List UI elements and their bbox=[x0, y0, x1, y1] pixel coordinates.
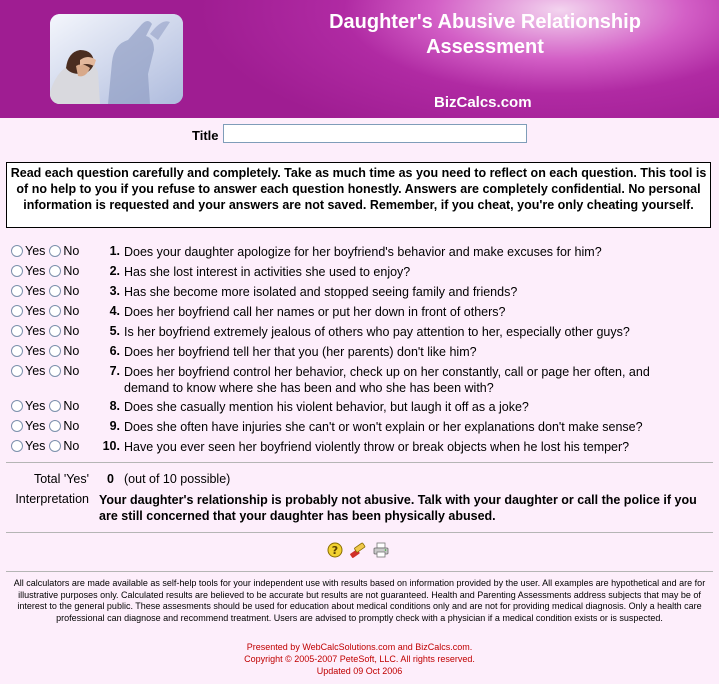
question-text: Does she casually mention his violent behavior, but laugh it off as a joke? bbox=[124, 400, 529, 414]
no-label: No bbox=[63, 304, 80, 318]
question-number: 7. bbox=[109, 364, 120, 378]
question-number: 8. bbox=[109, 399, 120, 413]
question-text: Does your daughter apologize for her boyfriend's behavior and make excuses for him? bbox=[124, 245, 602, 259]
answer-options bbox=[11, 304, 83, 318]
clear-icon[interactable] bbox=[349, 542, 365, 558]
title-row bbox=[0, 124, 719, 148]
toolbar-icons bbox=[327, 542, 397, 560]
interpretation-label: Interpretation bbox=[15, 492, 89, 506]
no-radio[interactable] bbox=[49, 400, 61, 412]
yes-radio[interactable] bbox=[11, 265, 23, 277]
divider bbox=[6, 571, 713, 572]
yes-label: Yes bbox=[25, 264, 46, 278]
yes-radio[interactable] bbox=[11, 440, 23, 452]
no-label: No bbox=[63, 399, 80, 413]
question-number: 6. bbox=[109, 344, 120, 358]
answer-options bbox=[11, 419, 83, 433]
page-title: Daughter's Abusive Relationship Assessment bbox=[329, 11, 641, 58]
title-label: Title bbox=[192, 128, 219, 143]
no-label: No bbox=[63, 344, 80, 358]
yes-radio[interactable] bbox=[11, 305, 23, 317]
question-number: 5. bbox=[109, 324, 120, 338]
question-text: Does she often have injuries she can't or won't explain or her explanations don't make sense? bbox=[124, 420, 643, 434]
answer-options bbox=[11, 364, 83, 378]
no-radio[interactable] bbox=[49, 245, 61, 257]
yes-label: Yes bbox=[25, 284, 46, 298]
yes-radio[interactable] bbox=[11, 245, 23, 257]
question-text: Does her boyfriend call her names or put her down in front of others? bbox=[124, 305, 506, 319]
yes-label: Yes bbox=[25, 244, 46, 258]
header-photo-image bbox=[50, 14, 183, 104]
yes-radio[interactable] bbox=[11, 420, 23, 432]
footer-presented-by: Presented by WebCalcSolutions.com and BizCalcs.com. bbox=[246, 642, 473, 652]
no-label: No bbox=[63, 364, 80, 378]
question-number: 10. bbox=[102, 439, 120, 453]
print-icon[interactable] bbox=[373, 542, 389, 558]
instructions-box: Read each question carefully and completely. Take as much time as you need to reflect on each question. This tool is of no help to you if you refuse to answer each question honestly. Answers are completely confidential. No personal information is requested and your answers are not saved. Remember, if you cheat, you're only cheating yourself. bbox=[6, 162, 711, 228]
question-number: 1. bbox=[109, 244, 120, 258]
no-radio[interactable] bbox=[49, 345, 61, 357]
no-label: No bbox=[63, 439, 80, 453]
answer-options bbox=[11, 284, 83, 298]
no-label: No bbox=[63, 264, 80, 278]
question-text: Have you ever seen her boyfriend violently throw or break objects when he lost his temper? bbox=[124, 440, 630, 454]
answer-options bbox=[11, 439, 83, 453]
no-label: No bbox=[63, 244, 80, 258]
total-yes-value: 0 bbox=[107, 472, 114, 486]
answer-options bbox=[11, 344, 83, 358]
total-yes-note: (out of 10 possible) bbox=[124, 472, 231, 486]
no-radio[interactable] bbox=[49, 325, 61, 337]
answer-options bbox=[11, 244, 83, 258]
yes-radio[interactable] bbox=[11, 365, 23, 377]
brand-name: BizCalcs.com bbox=[434, 94, 532, 111]
no-radio[interactable] bbox=[49, 305, 61, 317]
help-icon[interactable] bbox=[327, 542, 343, 558]
yes-label: Yes bbox=[25, 324, 46, 338]
answer-options bbox=[11, 264, 83, 278]
no-label: No bbox=[63, 284, 80, 298]
no-label: No bbox=[63, 419, 80, 433]
question-number: 4. bbox=[109, 304, 120, 318]
question-text: Is her boyfriend extremely jealous of others who pay attention to her, especially other guys? bbox=[124, 325, 630, 339]
question-text: Does her boyfriend control her behavior, check up on her constantly, call or page her often, and demand to know where she has been and who she has been with? bbox=[124, 365, 650, 395]
no-radio[interactable] bbox=[49, 440, 61, 452]
question-number: 3. bbox=[109, 284, 120, 298]
yes-label: Yes bbox=[25, 364, 46, 378]
yes-radio[interactable] bbox=[11, 400, 23, 412]
question-text: Has she become more isolated and stopped seeing family and friends? bbox=[124, 285, 518, 299]
title-input[interactable] bbox=[223, 124, 527, 143]
footer-copyright: Copyright © 2005-2007 PeteSoft, LLC. All rights reserved. bbox=[244, 654, 475, 664]
svg-text:?: ? bbox=[331, 544, 339, 557]
question-text: Has she lost interest in activities she used to enjoy? bbox=[124, 265, 411, 279]
divider bbox=[6, 532, 713, 533]
yes-label: Yes bbox=[25, 419, 46, 433]
header-photo bbox=[50, 14, 183, 104]
disclaimer-text: All calculators are made available as self-help tools for your independent use with results based on information provided by the user. All examples are hypothetical and are for illustrative purposes only. Calculated results are believed to be accurate but results are not guaranteed. Health and Parenting Assessments address subjects that may be of interest to the general public. These assesments should be used for education about medical conditions only and are not for providing medical diagnosis. Only a health care professional can diagnose and recommend treatment. Users are advised to promptly check with a physician if a medical condition exists or is suspected. bbox=[13, 578, 706, 623]
yes-radio[interactable] bbox=[11, 345, 23, 357]
answer-options bbox=[11, 399, 83, 413]
yes-label: Yes bbox=[25, 399, 46, 413]
yes-radio[interactable] bbox=[11, 285, 23, 297]
question-text: Does her boyfriend tell her that you (her parents) don't like him? bbox=[124, 345, 477, 359]
no-radio[interactable] bbox=[49, 265, 61, 277]
no-radio[interactable] bbox=[49, 420, 61, 432]
total-yes-label: Total 'Yes' bbox=[33, 472, 89, 486]
yes-radio[interactable] bbox=[11, 325, 23, 337]
question-number: 9. bbox=[109, 419, 120, 433]
question-number: 2. bbox=[109, 264, 120, 278]
interpretation-text: Your daughter's relationship is probably not abusive. Talk with your daughter or call the police if you are still concerned that your daughter has been physically abused. bbox=[99, 493, 697, 523]
divider bbox=[6, 462, 713, 463]
header-banner bbox=[0, 0, 719, 118]
no-radio[interactable] bbox=[49, 365, 61, 377]
footer-updated: Updated 09 Oct 2006 bbox=[316, 666, 403, 676]
yes-label: Yes bbox=[25, 304, 46, 318]
no-radio[interactable] bbox=[49, 285, 61, 297]
yes-label: Yes bbox=[25, 439, 46, 453]
no-label: No bbox=[63, 324, 80, 338]
yes-label: Yes bbox=[25, 344, 46, 358]
answer-options bbox=[11, 324, 83, 338]
